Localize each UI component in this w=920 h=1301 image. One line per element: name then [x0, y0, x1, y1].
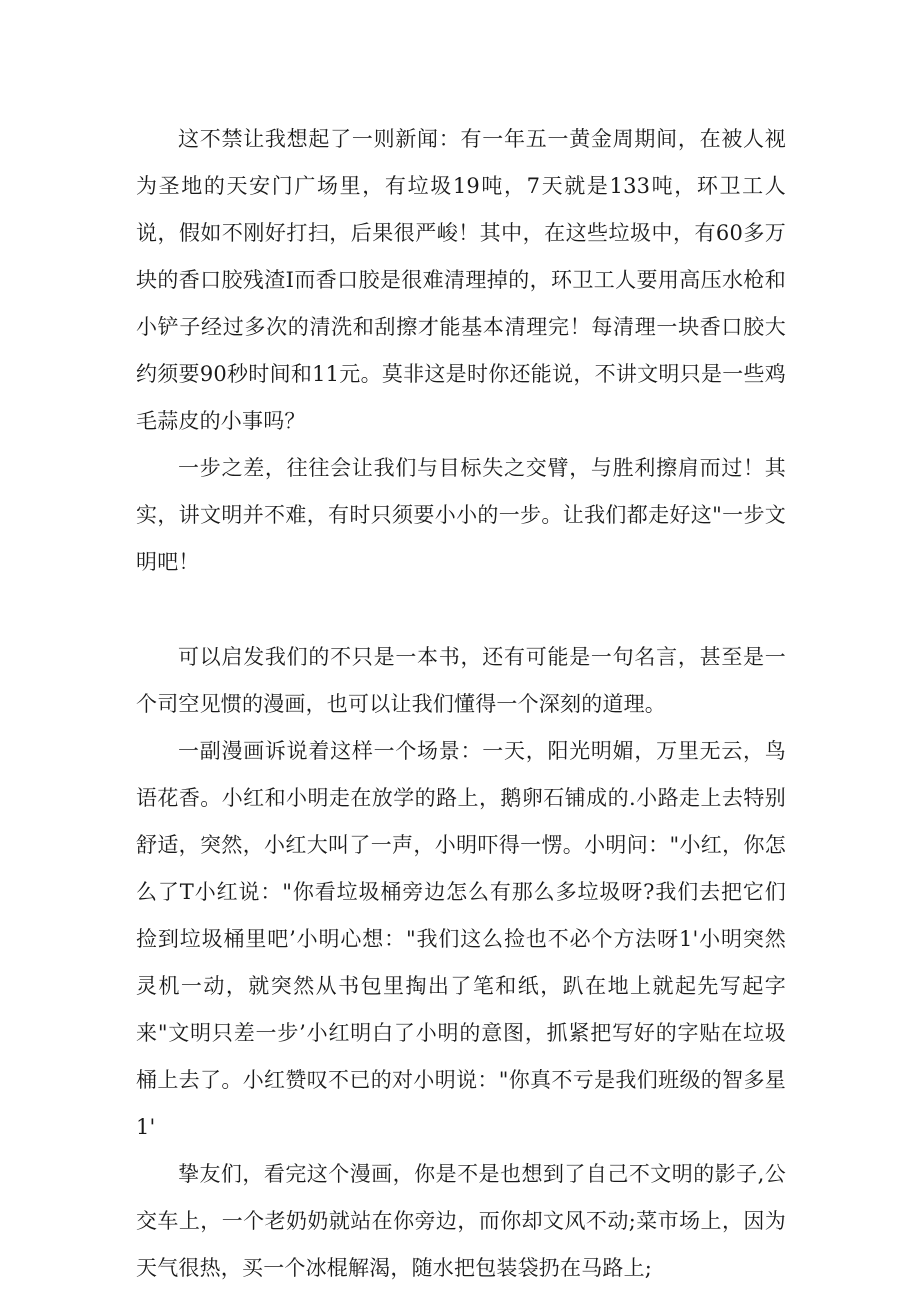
paragraph-inspiration: 可以启发我们的不只是一本书，还有可能是一句名言，甚至是一个司空见惯的漫画，也可以让我们懂得一个深刻的道理。	[136, 645, 786, 716]
document-body	[136, 116, 786, 1292]
paragraph-news: 这不禁让我想起了一则新闻：有一年五一黄金周期间，在被人视为圣地的天安门广场里，有垃圾19吨，7天就是133吨，环卫工人说，假如不刚好打扫，后果很严峻！其中，在这些垃圾中，有60多万块的香口胶残渣I而香口胶是很难清理掉的，环卫工人要用高压水枪和小铲子经过多次的清洗和刮擦才能基本清理完！每清理一块香口胶大约须要90秒时间和11元。莫非这是时你还能说，不讲文明只是一些鸡毛蒜皮的小事吗？	[136, 127, 786, 433]
paragraph-gap	[136, 586, 786, 634]
paragraph-comic-scene: 一副漫画诉说着这样一个场景：一天，阳光明媚，万里无云，鸟语花香。小红和小明走在放学的路上，鹅卵石铺成的.小路走上去特别舒适，突然，小红大叫了一声，小明吓得一愣。小明问："小红，你怎么了T小红说："你看垃圾桶旁边怎么有那么多垃圾呀?我们去把它们捡到垃圾桶里吧’小明心想："我们这么捡也不必个方法呀1'小明突然灵机一动，就突然从书包里掏出了笔和纸，趴在地上就起先写起字来"文明只差一步’小红明白了小明的意图，抓紧把写好的字贴在垃圾桶上去了。小红赞叹不已的对小明说："你真不亏是我们班级的智多星1'	[136, 739, 786, 1139]
paragraph-reflection: 挚友们，看完这个漫画，你是不是也想到了自己不文明的影子,公交车上，一个老奶奶就站在你旁边，而你却文风不动;菜市场上，因为天气很热，买一个冰棍解渴，随水把包装袋扔在马路上;	[136, 1162, 786, 1280]
paragraph-one-step: 一步之差，往往会让我们与目标失之交臂，与胜利擦肩而过！其实，讲文明并不难，有时只须要小小的一步。让我们都走好这"一步文明吧！	[136, 456, 786, 574]
